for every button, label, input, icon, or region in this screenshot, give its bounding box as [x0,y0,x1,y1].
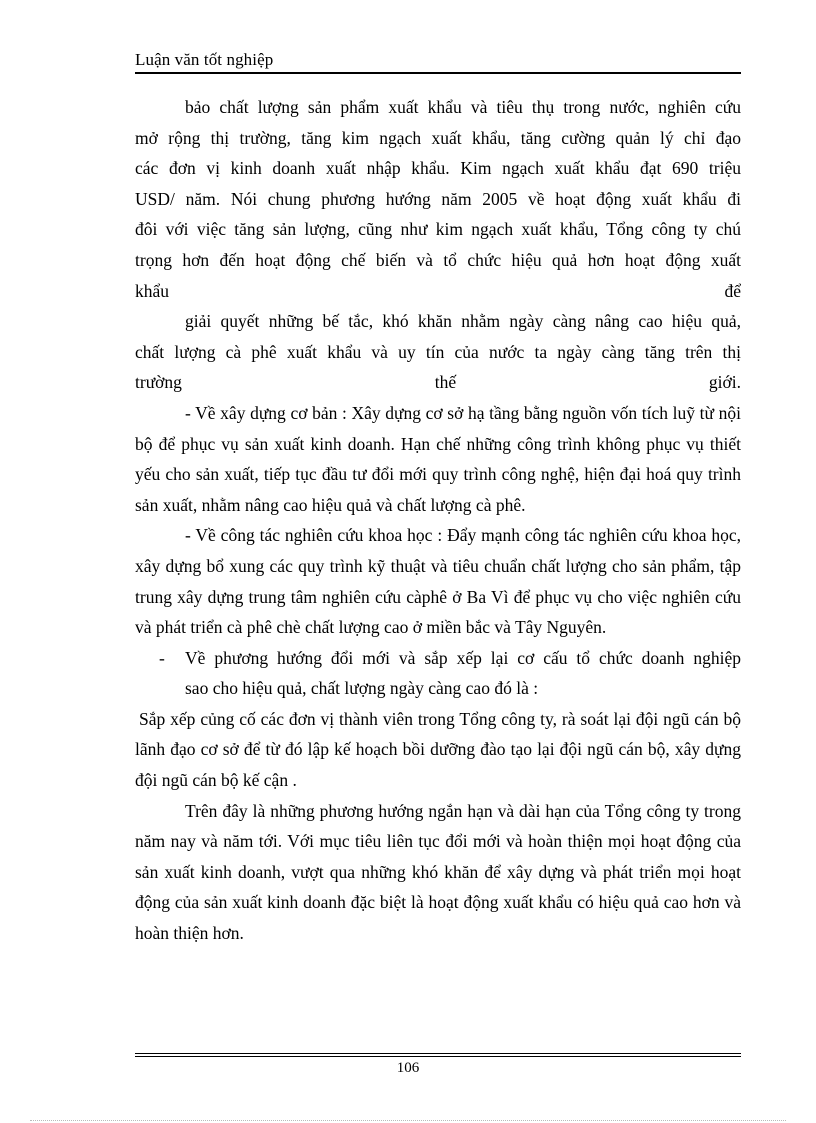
paragraph-basic-construction: - Về xây dựng cơ bản : Xây dựng cơ sở hạ tầng bằng nguồn vốn tích luỹ từ nội bộ để phục vụ sản xuất kinh doanh. Hạn chế những công trình không phục vụ thiết yếu cho sản xuất, tiếp tục đầu tư đổi mới quy trình công nghệ, hiện đại hoá quy trình sản xuất, nhằm nâng cao hiệu quả và chất lượng cà phê. [135,402,741,515]
paragraph-reorganize: Sắp xếp củng cố các đơn vị thành viên trong Tổng công ty, rà soát lại đội ngũ cán bộ lãnh đạo cơ sở để từ đó lập kế hoạch bồi dưỡng đào tạo lại đội ngũ cán bộ, xây dựng đội ngũ cán bộ kế cận . [135,708,741,791]
footer-rule [135,1053,741,1054]
paragraph-line: USD/ năm. Nói chung phương hướng năm 2005 về hoạt động xuất khẩu đi [135,188,741,209]
page-number: 106 [396,1060,420,1076]
paragraph-line: sao cho hiệu quả, chất lượng ngày càng cao đó là : [185,678,539,699]
paragraph-line: bảo chất lượng sản phẩm xuất khẩu và tiêu thụ trong nước, nghiên cứu [185,97,741,117]
paragraph-line: trọng hơn đến hoạt động chế biến và tổ chức hiệu quả hơn hoạt động xuất [135,249,741,270]
paragraph-scientific-research: - Về công tác nghiên cứu khoa học : Đẩy mạnh công tác nghiên cứu khoa học, xây dựng bổ xung các quy trình kỹ thuật và tiêu chuẩn chất lượng cho sản phẩm, tập trung xây dựng trung tâm nghiên cứu càphê ở Ba Vì để phục vụ cho việc nghiên cứu và phát triển cà phê chè chất lượng cao ở miền bắc và Tây Nguyên. [135,525,741,638]
body-text [135,92,741,949]
paragraph-line: khẩu để [135,280,741,301]
page-bottom-divider [30,1120,786,1121]
paragraph-conclusion: Trên đây là những phương hướng ngắn hạn và dài hạn của Tổng công ty trong năm nay và năm tới. Với mục tiêu liên tục đổi mới và hoàn thiện mọi hoạt động của sản xuất kinh doanh, vượt qua những khó khăn để xây dựng và phát triển mọi hoạt động của sản xuất kinh doanh đặc biệt là hoạt động xuất khẩu có hiệu quả cao hơn và hoàn thiện hơn. [135,800,741,944]
paragraph-line: trường thế giới. [135,372,741,393]
paragraph-line: đôi với việc tăng sản lượng, cũng như kim ngạch xuất khẩu, Tổng công ty chú [135,219,741,240]
paragraph-line: Về phương hướng đổi mới và sắp xếp lại cơ cấu tổ chức doanh nghiệp [185,647,741,668]
paragraph-line: mở rộng thị trường, tăng kim ngạch xuất khẩu, tăng cường quản lý chỉ đạo [135,127,741,148]
page-header [135,48,741,74]
footer-rule [135,1056,741,1057]
bullet-item-restructuring [135,643,741,674]
paragraph-line: giải quyết những bế tắc, khó khăn nhằm ngày càng nâng cao hiệu quả, [185,311,741,332]
paragraph-line: chất lượng cà phê xuất khẩu và uy tín của nước ta ngày càng tăng trên thị [135,341,741,362]
bullet-dash: - [159,647,165,668]
header-title: Luận văn tốt nghiệp [135,50,274,69]
paragraph-line: các đơn vị kinh doanh xuất nhập khẩu. Kim ngạch xuất khẩu đạt 690 triệu [135,158,741,179]
